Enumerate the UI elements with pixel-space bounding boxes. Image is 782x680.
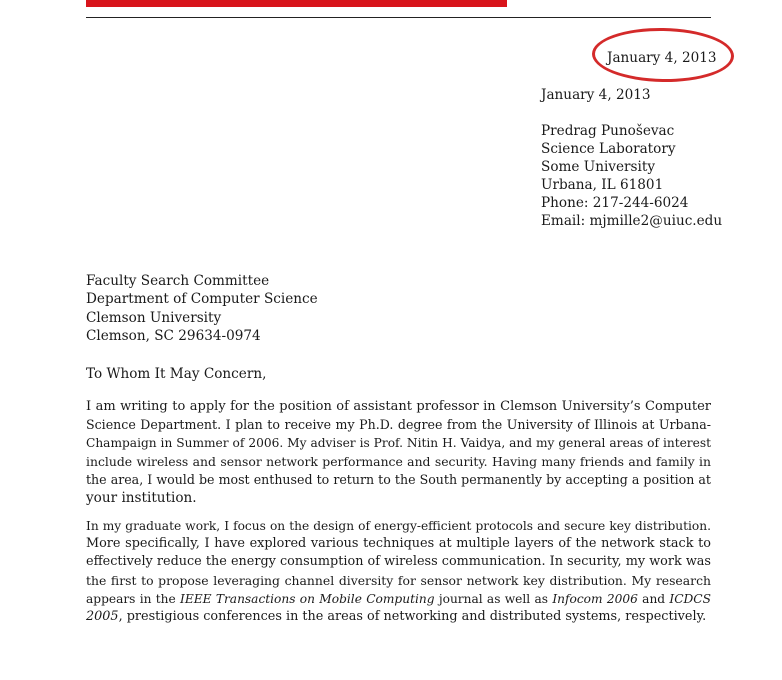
paragraph-line: your institution. [86, 490, 197, 507]
paragraph-line: I am writing to apply for the position of assistant professor in Clemson University’s Computer [86, 399, 711, 414]
recipient-institution: Clemson University [86, 309, 222, 326]
sender-phone: Phone: 217-244-6024 [541, 195, 689, 211]
sender-city: Urbana, IL 61801 [541, 177, 664, 193]
annotated-date: January 4, 2013 [607, 50, 717, 66]
body-paragraph-1 [86, 398, 711, 507]
paragraph-line: the area, I would be most enthused to return to the South permanently by accepting a position at [86, 471, 711, 487]
letter-date: January 4, 2013 [541, 87, 651, 103]
paragraph-line: the first to propose leveraging channel diversity for sensor network key distribution. My research [86, 572, 711, 588]
paragraph-line: In my graduate work, I focus on the design of energy-efficient protocols and secure key distribution. [86, 519, 711, 533]
paragraph-line: include wireless and sensor network performance and security. Having many friends and family in [86, 453, 711, 469]
sender-email: Email: mjmille2@uiuc.edu [541, 213, 723, 229]
red-annotation-circle [592, 27, 735, 83]
paragraph-line: 2005, prestigious conferences in the areas of networking and distributed systems, respectively. [86, 609, 707, 625]
conference-title: Infocom 2006 [552, 591, 638, 606]
recipient-city: Clemson, SC 29634-0974 [86, 327, 261, 344]
paragraph-line: effectively reduce the energy consumption of wireless communication. In security, my work was [86, 554, 711, 570]
sender-institution: Some University [541, 159, 656, 175]
conference-title: ICDCS [669, 591, 711, 606]
paragraph-line: Science Department. I plan to receive my Ph.D. degree from the University of Illinois at Urbana- [86, 417, 711, 433]
paragraph-line: Champaign in Summer of 2006. My adviser is Prof. Nitin H. Vaidya, and my general areas of interest [86, 436, 711, 451]
journal-title: IEEE Transactions on Mobile Computing [180, 591, 435, 606]
paragraph-line: More specifically, I have explored various techniques at multiple layers of the network stack to [86, 536, 711, 552]
recipient-committee: Faculty Search Committee [86, 273, 270, 289]
salutation: To Whom It May Concern, [86, 366, 267, 382]
recipient-department: Department of Computer Science [86, 291, 318, 308]
body-paragraph-2 [86, 517, 711, 626]
header-rule [86, 17, 711, 18]
header-accent-bar [86, 0, 507, 7]
sender-department: Science Laboratory [541, 141, 676, 157]
conference-year: 2005 [86, 609, 119, 625]
sender-address-block [541, 86, 722, 230]
sender-name: Predrag Punoševac [541, 123, 675, 139]
recipient-address-block [86, 272, 318, 345]
paragraph-line: appears in the IEEE Transactions on Mobile Computing journal as well as Infocom 2006 and ICDCS [86, 591, 711, 606]
